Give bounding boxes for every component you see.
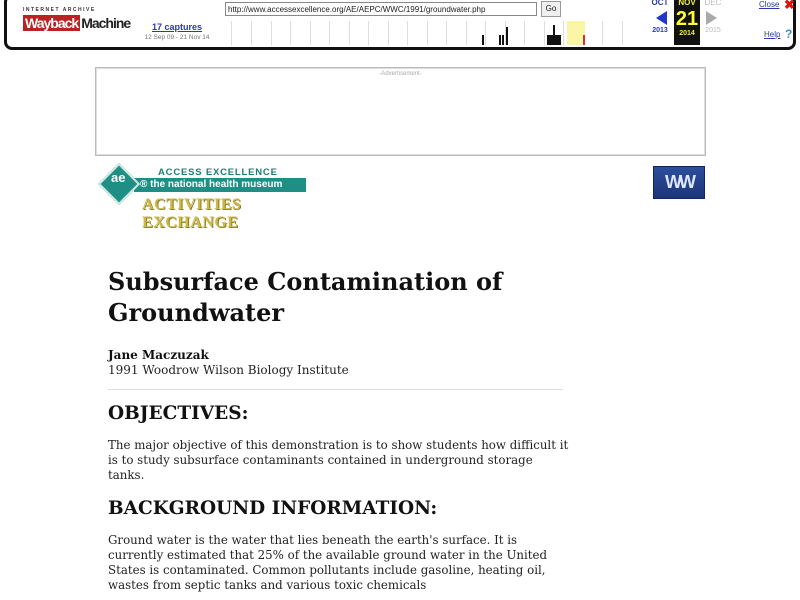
timeline-tick	[231, 21, 232, 45]
author-name: Jane Maczuzak	[108, 348, 209, 362]
author-affiliation: 1991 Woodrow Wilson Biology Institute	[108, 363, 349, 377]
next-month: DEC	[704, 0, 722, 7]
timeline-tick	[466, 21, 467, 45]
timeline-tick	[271, 21, 272, 45]
calendar-prev[interactable]	[648, 0, 672, 34]
advertisement-label: -Advertisement-	[379, 71, 422, 77]
section-text-background: Ground water is the water that lies beneath the earth's surface. It is currently estimated that 25% of the available ground water in the United States is contaminated. Common pollutants include gasoline, heating oil, wastes from septic tanks and various toxic chemicals	[108, 533, 548, 592]
access-excellence-logo[interactable]	[98, 165, 308, 231]
section-heading-background: BACKGROUND INFORMATION:	[108, 498, 438, 519]
wayback-toolbar	[4, 0, 796, 50]
timeline-tick	[349, 21, 350, 45]
timeline-tick	[368, 21, 369, 45]
timeline-capture-bar	[502, 35, 504, 45]
current-day: 21	[675, 8, 699, 30]
page-title: Subsurface Contamination of Groundwater	[108, 267, 503, 327]
activities-exchange-title: ACTIVITIES EXCHANGE	[142, 196, 242, 231]
timeline-capture-bar	[553, 25, 555, 45]
prev-year[interactable]: 2013	[652, 27, 668, 34]
captures-range: 12 Sep 09 - 21 Nov 14	[144, 34, 210, 41]
advertisement-box	[95, 67, 706, 156]
help-icon[interactable]: ?	[785, 27, 793, 41]
close-icon[interactable]: ✖	[784, 0, 795, 12]
help-link[interactable]: Help	[764, 30, 781, 39]
captures-info	[137, 22, 217, 41]
timeline-tick	[251, 21, 252, 45]
timeline-tick	[427, 21, 428, 45]
wayback-logo[interactable]	[23, 7, 131, 37]
divider	[108, 389, 563, 390]
go-button[interactable]: Go	[541, 1, 561, 17]
section-text-objectives: The major objective of this demonstration is to show students how difficult it is to study subsurface contaminants contained in underground storage tanks.	[108, 438, 569, 482]
timeline-tick	[407, 21, 408, 45]
timeline-tick	[563, 21, 564, 45]
current-year: 2014	[679, 30, 695, 37]
timeline-tick	[310, 21, 311, 45]
captures-link[interactable]: 17 captures	[151, 22, 203, 32]
internet-archive-label: INTERNET ARCHIVE	[23, 7, 96, 13]
current-month: NOV	[678, 0, 696, 7]
ae-title: ACCESS EXCELLENCE	[158, 167, 278, 178]
arrow-left-icon[interactable]	[656, 11, 667, 25]
ae-band: ® the national health museum	[134, 178, 306, 192]
section-heading-objectives: OBJECTIVES:	[108, 403, 249, 424]
timeline-capture-bar	[506, 27, 508, 45]
next-year: 2015	[705, 27, 721, 34]
ae-mark: ae	[111, 170, 126, 185]
timeline-tick	[622, 21, 623, 45]
capture-timeline[interactable]	[217, 21, 639, 45]
timeline-tick	[602, 21, 603, 45]
prev-month: OCT	[651, 0, 669, 7]
timeline-tick	[524, 21, 525, 45]
timeline-tick	[446, 21, 447, 45]
timeline-tick	[329, 21, 330, 45]
ww-mark: WW	[665, 172, 693, 192]
calendar-current	[674, 0, 700, 45]
timeline-capture-bar	[482, 35, 484, 45]
timeline-tick	[485, 21, 486, 45]
arrow-right-icon	[706, 11, 717, 25]
timeline-tick	[388, 21, 389, 45]
wayback-machine-wordmark: Wayback Machine	[25, 15, 131, 31]
article	[108, 266, 568, 593]
close-link[interactable]: Close	[759, 0, 780, 9]
timeline-tick	[544, 21, 545, 45]
timeline-capture-bar	[499, 35, 501, 45]
calendar-next	[701, 0, 725, 34]
url-input[interactable]	[225, 2, 537, 16]
timeline-current-marker	[583, 35, 585, 45]
timeline-tick	[290, 21, 291, 45]
woodrow-wilson-logo[interactable]	[653, 166, 705, 199]
